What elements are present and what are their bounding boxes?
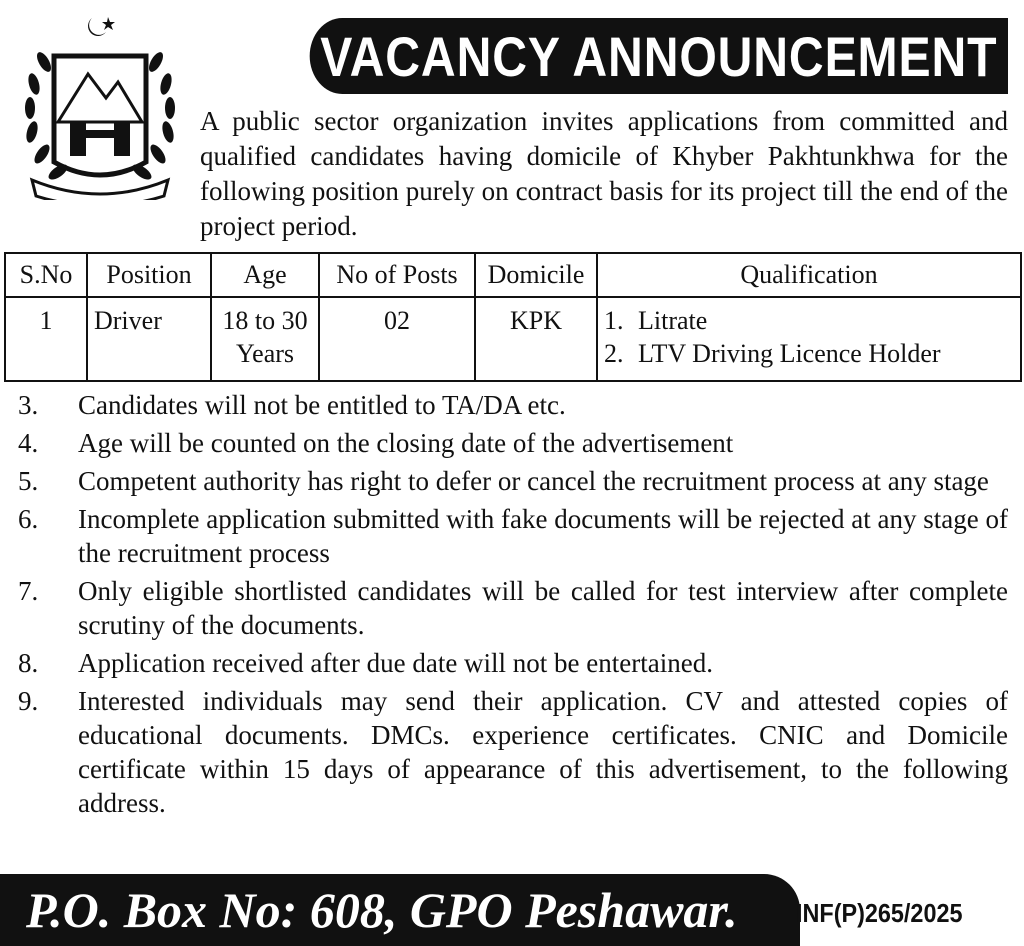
table-row [5, 297, 1021, 381]
reference-code: INF(P)265/2025 [796, 898, 963, 928]
qualification-text: LTV Driving Licence Holder [638, 339, 941, 368]
qualification-text: Litrate [638, 306, 708, 335]
term-number: 4. [18, 428, 39, 458]
col-header-domicile: Domicile [475, 253, 597, 297]
col-header-qualification: Qualification [597, 253, 1021, 297]
list-item [604, 304, 1014, 337]
cell-qualification [597, 297, 1021, 381]
qualification-list [604, 304, 1014, 370]
list-item [18, 646, 1008, 680]
col-header-age: Age [211, 253, 319, 297]
list-item [18, 388, 1008, 422]
list-item [18, 684, 1008, 820]
cell-position: Driver [87, 297, 211, 381]
intro-paragraph: A public sector organization invites applications from committed and qualified candidates having domicile of Khyber Pakhtunkhwa for the following position purely on contract basis for its project till the end of the project period. [200, 106, 1008, 241]
term-number: 3. [18, 390, 39, 420]
term-text: Interested individuals may send their application. CV and attested copies of educational documents. DMCs. experience certificates. CNIC and Domicile certificate within 15 days of appearance of this advertisement, to the following address. [78, 686, 1008, 818]
qualification-number: 2. [604, 339, 624, 368]
term-text: Application received after due date will not be entertained. [78, 648, 713, 678]
term-text: Incomplete application submitted with fake documents will be rejected at any stage of the recruitment process [78, 504, 1008, 568]
cell-posts: 02 [319, 297, 475, 381]
col-header-sno: S.No [5, 253, 87, 297]
address-banner [0, 874, 800, 946]
term-number: 6. [18, 504, 39, 534]
col-header-position: Position [87, 253, 211, 297]
vacancy-table [4, 252, 1022, 382]
terms-list [18, 388, 1008, 824]
list-item [18, 502, 1008, 570]
term-number: 5. [18, 466, 39, 496]
list-item [604, 337, 1014, 370]
cell-domicile: KPK [475, 297, 597, 381]
term-text: Age will be counted on the closing date of the advertisement [78, 428, 734, 458]
cell-age: 18 to 30 Years [211, 297, 319, 381]
term-text: Candidates will not be entitled to TA/DA etc. [78, 390, 566, 420]
term-number: 7. [18, 576, 39, 606]
page-title: VACANCY ANNOUNCEMENT [320, 24, 998, 88]
list-item [18, 574, 1008, 642]
term-text: Only eligible shortlisted candidates will be called for test interview after complete scrutiny of the documents. [78, 576, 1008, 640]
list-item [18, 464, 1008, 498]
term-number: 9. [18, 686, 39, 716]
qualification-number: 1. [604, 306, 624, 335]
table-header-row [5, 253, 1021, 297]
term-number: 8. [18, 648, 39, 678]
title-banner [310, 18, 1008, 94]
list-item [18, 426, 1008, 460]
col-header-posts: No of Posts [319, 253, 475, 297]
government-emblem-icon [14, 12, 186, 200]
postal-address: P.O. Box No: 608, GPO Peshawar. [26, 882, 738, 938]
term-text: Competent authority has right to defer or cancel the recruitment process at any stage [78, 466, 989, 496]
cell-sno: 1 [5, 297, 87, 381]
